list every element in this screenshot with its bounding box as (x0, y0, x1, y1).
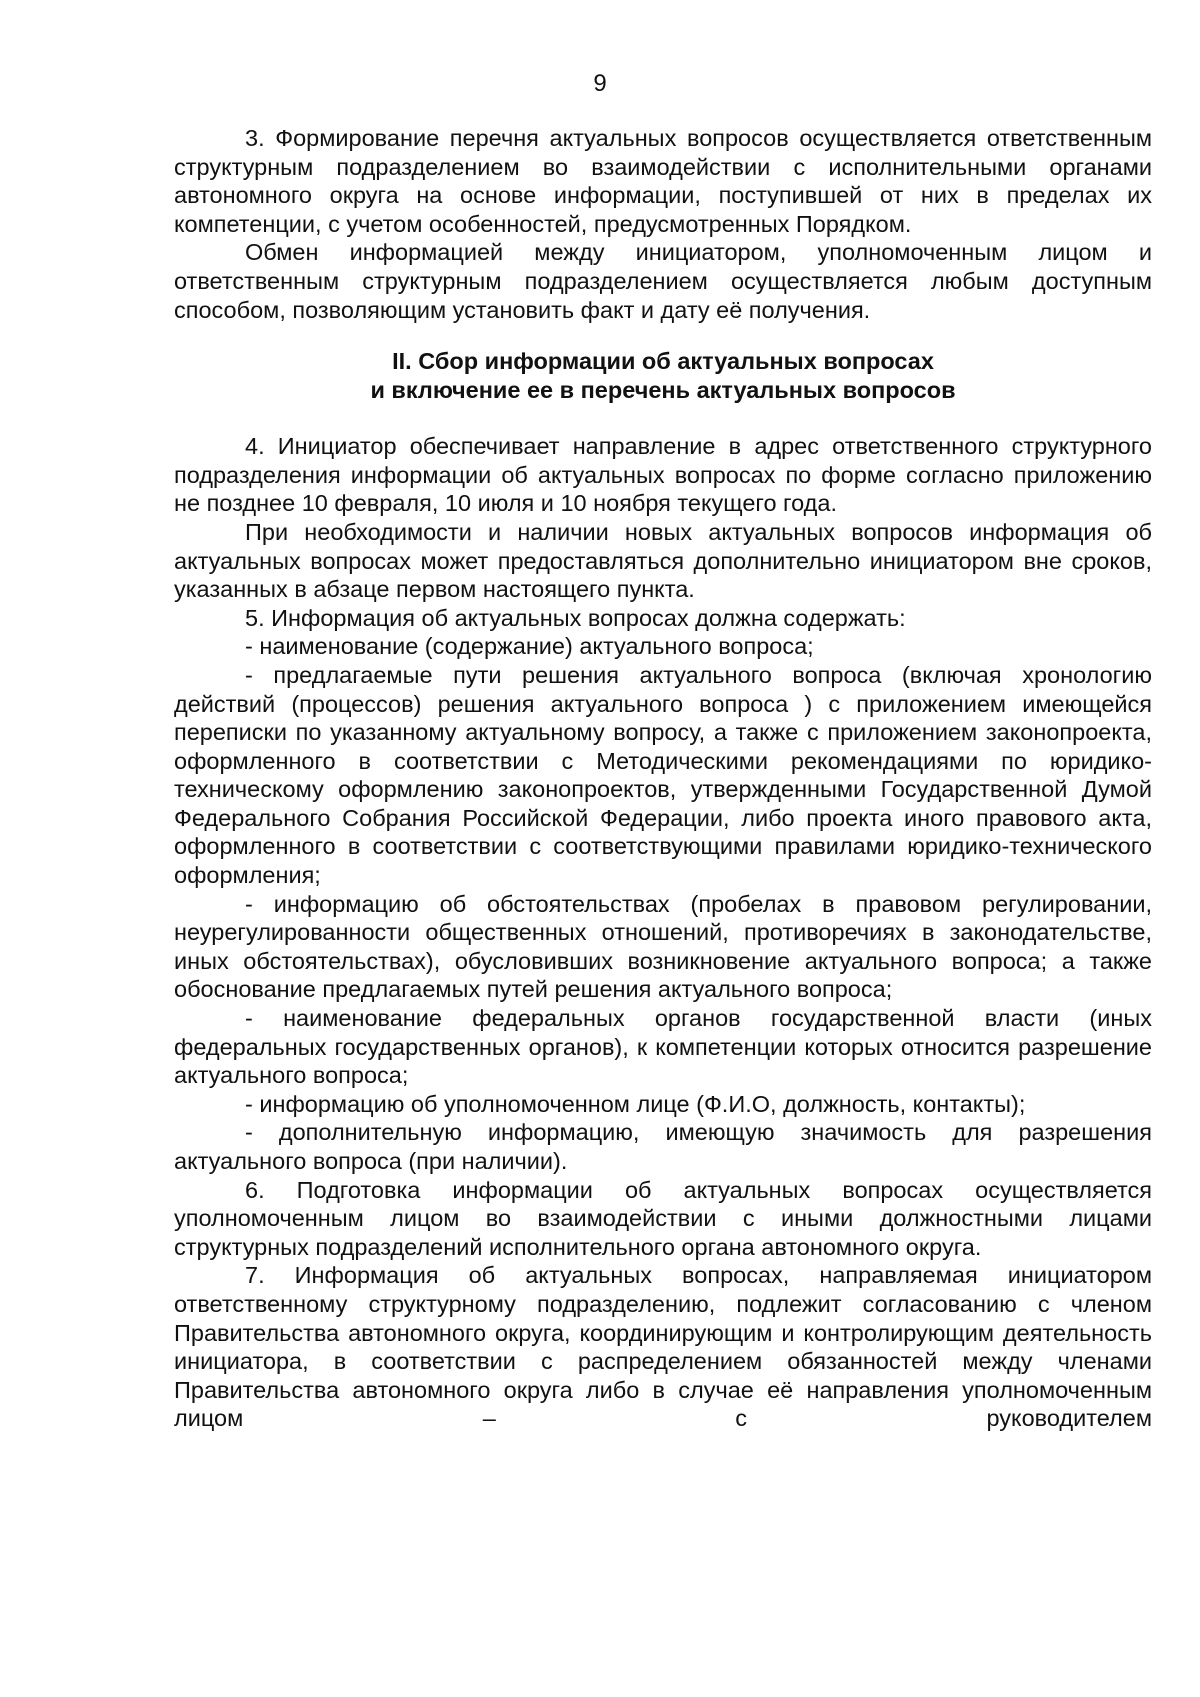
list-item-circumstances: - информацию об обстоятельствах (пробелах в правовом регулировании, неурегулированности общественных отношений, противоречиях в законодательстве, иных обстоятельствах), обусловивших возникновение актуального вопроса; а также обоснование предлагаемых путей решения актуального вопроса; (174, 890, 1152, 1003)
list-item-authorized-person: - информацию об уполномоченном лице (Ф.И.О, должность, контакты); (245, 1090, 1026, 1117)
section-heading-line-1: II. Сбор информации об актуальных вопросах (392, 348, 934, 375)
document-body (174, 124, 1152, 1433)
list-item-issue-name: - наименование (содержание) актуального вопроса; (245, 633, 814, 660)
list-item-proposed-solutions: - предлагаемые пути решения актуального вопроса (включая хронологию действий (процессов) решения актуального вопроса ) с приложением имеющейся переписки по указанному актуальному вопросу, а также с приложением законопроекта, оформленного в соответствии с Методическими рекомендациями по юридико-техническому оформлению законопроектов, утвержденными Государственной Думой Федерального Собрания Российской Федерации, либо проекта иного правового акта, оформленного в соответствии с соответствующими правилами юридико-технического оформления; (174, 661, 1152, 889)
list-item-additional-info: - дополнительную информацию, имеющую значимость для разрешения актуального вопроса (при наличии). (174, 1119, 1152, 1174)
paragraph-information-exchange: Обмен информацией между инициатором, уполномоченным лицом и ответственным структурным подразделением осуществляется любым доступным способом, позволяющим установить факт и дату её получения. (174, 239, 1152, 323)
paragraph-additional-submission: При необходимости и наличии новых актуальных вопросов информация об актуальных вопросах может предоставляться дополнительно инициатором вне сроков, указанных в абзаце первом настоящего пункта. (174, 518, 1152, 603)
paragraph-item-6: 6. Подготовка информации об актуальных вопросах осуществляется уполномоченным лицом во взаимодействии с иными должностными лицами структурных подразделений исполнительного органа автономного округа. (174, 1176, 1152, 1260)
paragraph-item-7: 7. Информация об актуальных вопросах, направляемая инициатором ответственному структурному подразделению, подлежит согласованию с членом Правительства автономного округа, координирующим и контролирующим деятельность инициатора, в соответствии с распределением обязанностей между членами Правительства автономного округа либо в случае её направления уполномоченным лицом – с руководителем (174, 1262, 1152, 1432)
section-heading-line-2: и включение ее в перечень актуальных вопросов (370, 377, 956, 404)
paragraph-item-5: 5. Информация об актуальных вопросах должна содержать: (245, 604, 906, 631)
paragraph-item-3: 3. Формирование перечня актуальных вопросов осуществляется ответственным структурным подразделением во взаимодействии с исполнительными органами автономного округа на основе информации, поступившей от них в пределах их компетенции, с учетом особенностей, предусмотренных Порядком. (174, 125, 1152, 237)
paragraph-item-4: 4. Инициатор обеспечивает направление в адрес ответственного структурного подразделения информации об актуальных вопросах по форме согласно приложению не позднее 10 февраля, 10 июля и 10 ноября текущего года. (174, 433, 1152, 517)
section-heading (174, 347, 1152, 405)
list-item-federal-bodies: - наименование федеральных органов государственной власти (иных федеральных государственных органов), к компетенции которых относится разрешение актуального вопроса; (174, 1005, 1152, 1089)
page-number: 9 (593, 70, 607, 97)
